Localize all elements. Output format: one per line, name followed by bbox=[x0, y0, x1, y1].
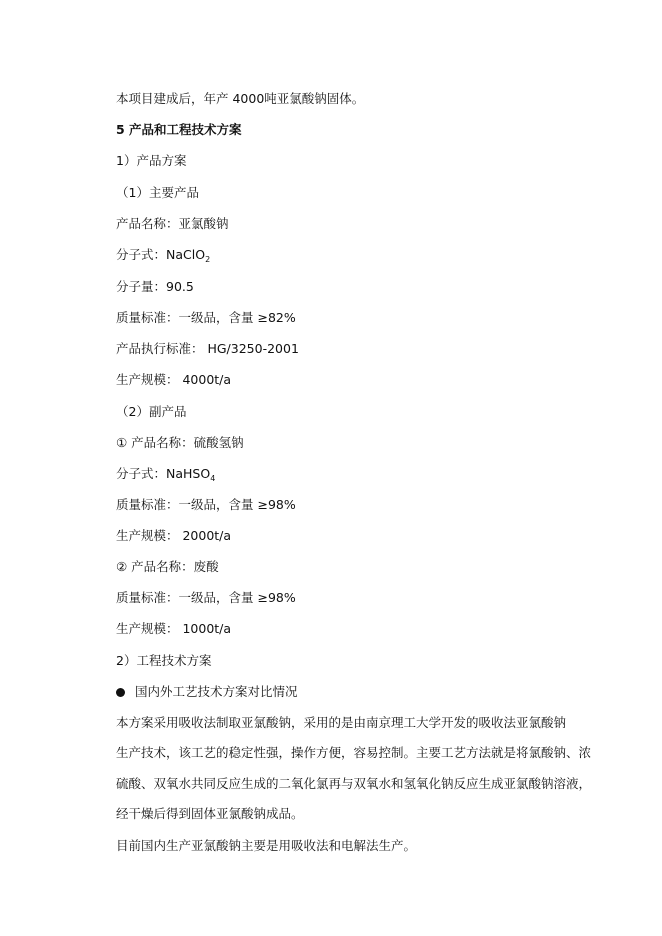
byproduct-2-name: ② 产品名称：废酸 bbox=[116, 559, 219, 574]
byproduct-1-quality: 质量标准：一级品，含量 ≥98% bbox=[116, 497, 296, 512]
formula-text: 分子式：NaHSO bbox=[116, 466, 211, 481]
molecular-weight-line: 分子量：90.5 bbox=[116, 279, 194, 294]
formula-subscript: 4 bbox=[210, 474, 216, 483]
scale-line: 生产规模： 4000t/a bbox=[116, 372, 232, 387]
section-heading: 5 产品和工程技术方案 bbox=[116, 122, 242, 137]
exec-standard-line: 产品执行标准： HG/3250-2001 bbox=[116, 341, 299, 356]
main-product-heading: （1）主要产品 bbox=[116, 185, 199, 200]
paragraph-2: 目前国内生产亚氯酸钠主要是用吸收法和电解法生产。 bbox=[116, 838, 417, 853]
byproduct-1-formula bbox=[116, 466, 215, 487]
intro-line: 本项目建成后，年产 4000吨亚氯酸钠固体。 bbox=[116, 91, 365, 106]
byproduct-heading: （2）副产品 bbox=[116, 404, 187, 419]
tech-plan-heading: 2）工程技术方案 bbox=[116, 653, 212, 668]
formula-text: 分子式：NaClO bbox=[116, 247, 206, 262]
product-name-line: 产品名称：亚氯酸钠 bbox=[116, 216, 229, 231]
paragraph-1-line-4: 经干燥后得到固体亚氯酸钠成品。 bbox=[116, 806, 304, 821]
byproduct-1-scale: 生产规模： 2000t/a bbox=[116, 528, 232, 543]
paragraph-1-line-2: 生产技术，该工艺的稳定性强，操作方便，容易控制。主要工艺方法就是将氯酸钠、浓 bbox=[116, 745, 592, 760]
quality-line: 质量标准：一级品，含量 ≥82% bbox=[116, 310, 296, 325]
byproduct-1-name: ① 产品名称：硫酸氢钠 bbox=[116, 435, 244, 450]
formula-line bbox=[116, 247, 210, 268]
paragraph-1-line-1: 本方案采用吸收法制取亚氯酸钠，采用的是由南京理工大学开发的吸收法亚氯酸钠 bbox=[116, 715, 567, 730]
byproduct-2-quality: 质量标准：一级品，含量 ≥98% bbox=[116, 590, 296, 605]
bullet-text: 国内外工艺技术方案对比情况 bbox=[135, 684, 298, 699]
subsection-heading: 1）产品方案 bbox=[116, 153, 187, 168]
formula-subscript: 2 bbox=[205, 255, 211, 264]
byproduct-2-scale: 生产规模： 1000t/a bbox=[116, 621, 232, 636]
bullet-item bbox=[116, 684, 298, 700]
bullet-icon bbox=[116, 688, 125, 697]
paragraph-1-line-3: 硫酸、双氧水共同反应生成的二氧化氯再与双氧水和氢氧化钠反应生成亚氯酸钠溶液， bbox=[116, 776, 592, 791]
